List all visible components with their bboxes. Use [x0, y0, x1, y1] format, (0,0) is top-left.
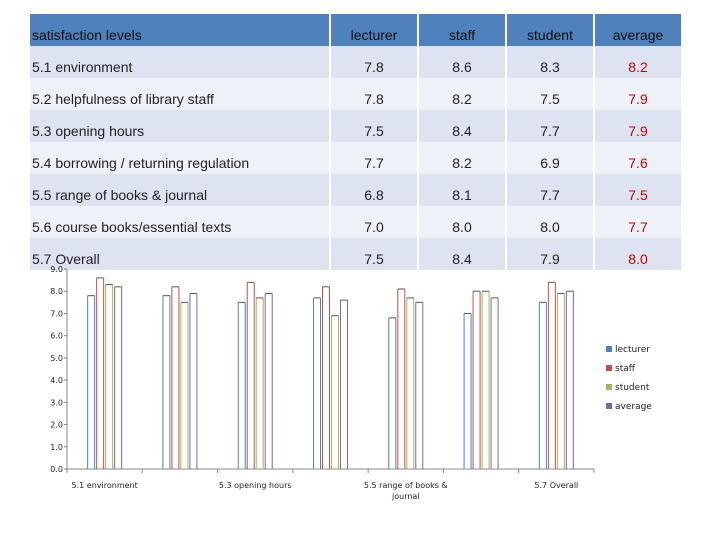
y-tick-label: 0.0: [50, 465, 63, 474]
table-cell: 8.3: [506, 46, 594, 78]
legend-label-lecturer: lecturer: [615, 345, 650, 355]
y-tick-label: 6.0: [50, 331, 63, 341]
table-cell: 8.6: [418, 46, 506, 78]
table-cell: 7.8: [330, 46, 418, 78]
table-cell: 8.2: [418, 78, 506, 110]
row-label: 5.1 environment: [30, 46, 330, 78]
table-cell: 8.2: [418, 142, 506, 174]
row-label: 5.2 helpfulness of library staff: [30, 78, 330, 110]
column-header: student: [506, 14, 594, 46]
table-cell: 7.9: [594, 78, 681, 110]
row-label: 5.4 borrowing / returning regulation: [30, 142, 330, 174]
table-cell: 7.7: [330, 142, 418, 174]
y-tick-label: 8.0: [50, 287, 63, 297]
y-tick-label: 2.0: [50, 420, 63, 430]
y-tick-label: 3.0: [50, 398, 63, 408]
legend-swatch-student: [606, 384, 612, 390]
table-cell: 7.0: [330, 206, 418, 238]
column-header: lecturer: [330, 14, 418, 46]
table-cell: 7.6: [594, 142, 681, 174]
table-cell: 7.5: [330, 110, 418, 142]
y-tick-label: 7.0: [50, 309, 63, 319]
y-tick-label: 1.0: [50, 442, 63, 452]
table-cell: 7.8: [330, 78, 418, 110]
legend-label-average: average: [615, 402, 652, 412]
table-cell: 8.4: [418, 238, 506, 270]
column-header: average: [594, 14, 681, 46]
table-cell: 8.1: [418, 174, 506, 206]
column-header: staff: [418, 14, 506, 46]
row-label: 5.5 range of books & journal: [30, 174, 330, 206]
legend-swatch-staff: [606, 365, 612, 371]
table-cell: 8.2: [594, 46, 681, 78]
table-cell: 7.7: [506, 174, 594, 206]
table-cell: 8.0: [594, 238, 681, 270]
legend-label-staff: staff: [615, 364, 635, 374]
table-cell: 8.4: [418, 110, 506, 142]
table-cell: 8.0: [418, 206, 506, 238]
column-header: satisfaction levels: [30, 14, 330, 46]
legend-swatch-average: [606, 403, 612, 409]
x-category-label: 5.7 Overall: [534, 481, 579, 490]
row-label: 5.3 opening hours: [30, 110, 330, 142]
row-label: 5.7 Overall: [30, 238, 330, 270]
table-cell: 7.7: [594, 206, 681, 238]
legend-label-student: student: [615, 383, 650, 393]
table-cell: 7.9: [594, 110, 681, 142]
row-label: 5.6 course books/essential texts: [30, 206, 330, 238]
x-category-label: 5.3 opening hours: [218, 481, 292, 490]
table-cell: 7.9: [506, 238, 594, 270]
table-cell: 7.5: [506, 78, 594, 110]
x-category-label: 5.5 range of books &: [363, 481, 448, 490]
y-tick-label: 4.0: [50, 376, 63, 386]
table-cell: 7.7: [506, 110, 594, 142]
table-cell: 7.5: [330, 238, 418, 270]
y-tick-label: 5.0: [50, 353, 63, 363]
x-category-label: journal: [392, 492, 420, 501]
table-cell: 6.9: [506, 142, 594, 174]
legend-swatch-lecturer: [606, 346, 612, 352]
x-category-label: 5.1 environment: [71, 481, 138, 490]
table-cell: 7.5: [594, 174, 681, 206]
table-cell: 6.8: [330, 174, 418, 206]
y-tick-label: 9.0: [50, 265, 63, 274]
table-cell: 8.0: [506, 206, 594, 238]
